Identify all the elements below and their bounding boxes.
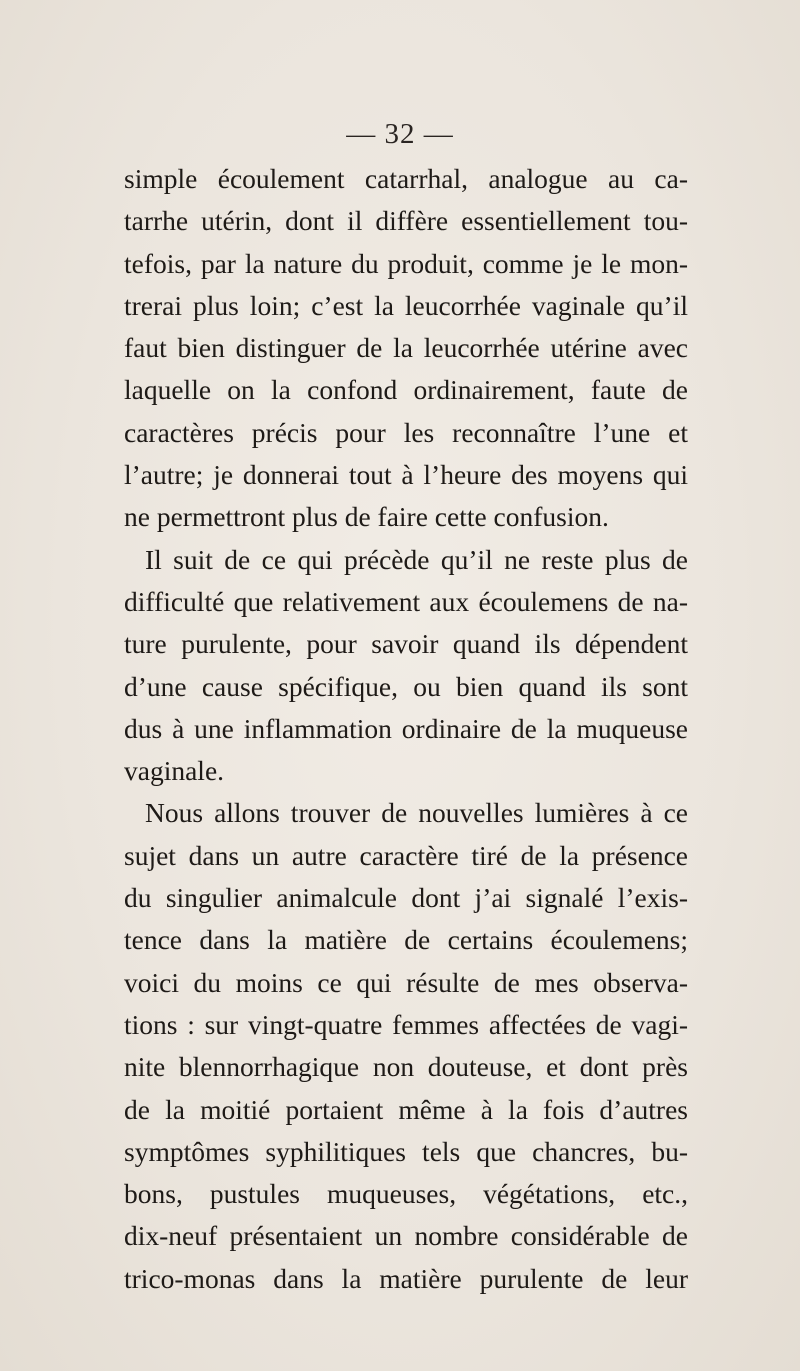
text-line: voici du moins ce qui résulte de mes observa- (124, 966, 688, 998)
text-line: de la moitié portaient même à la fois d’autres (124, 1093, 688, 1125)
text-line: vaginale. (124, 755, 225, 787)
text-line: tefois, par la nature du produit, comme je le mon- (124, 247, 688, 279)
text-line: dus à une inflammation ordinaire de la muqueuse (124, 712, 688, 744)
text-line: d’une cause spécifique, ou bien quand ils sont (124, 670, 688, 702)
body-text (124, 158, 688, 1300)
text-line: ture purulente, pour savoir quand ils dépendent (124, 628, 688, 660)
text-line: tions : sur vingt-quatre femmes affectées de vagi- (124, 1008, 688, 1040)
text-line: dix-neuf présentaient un nombre considérable de (124, 1220, 688, 1252)
text-line: trerai plus loin; c’est la leucorrhée vaginale qu’il (124, 289, 688, 321)
text-line: laquelle on la confond ordinairement, faute de (124, 374, 688, 406)
page-number: — 32 — (346, 118, 454, 150)
text-line: simple écoulement catarrhal, analogue au ca- (124, 163, 688, 194)
text-line: difficulté que relativement aux écoulemens de na- (124, 585, 688, 617)
text-line: Nous allons trouver de nouvelles lumières à ce (145, 797, 688, 829)
text-line: nite blennorrhagique non douteuse, et dont près (124, 1051, 688, 1083)
text-line: symptômes syphilitiques tels que chancres, bu- (124, 1135, 688, 1167)
text-line: faut bien distinguer de la leucorrhée utérine avec (124, 332, 688, 364)
text-line: bons, pustules muqueuses, végétations, etc., (124, 1178, 688, 1210)
text-line: caractères précis pour les reconnaître l’une et (124, 416, 688, 448)
text-line: trico-monas dans la matière purulente de leur (124, 1262, 688, 1294)
text-line: ne permettront plus de faire cette confusion. (124, 501, 609, 533)
text-line: tarrhe utérin, dont il diffère essentiellement tou- (124, 205, 688, 237)
text-line: sujet dans un autre caractère tiré de la présence (124, 839, 688, 871)
text-line: du singulier animalcule dont j’ai signalé l’exis- (124, 882, 688, 914)
text-line: l’autre; je donnerai tout à l’heure des moyens qui (124, 459, 688, 491)
text-line: tence dans la matière de certains écoulemens; (124, 924, 688, 956)
text-line: Il suit de ce qui précède qu’il ne reste plus de (145, 543, 688, 575)
